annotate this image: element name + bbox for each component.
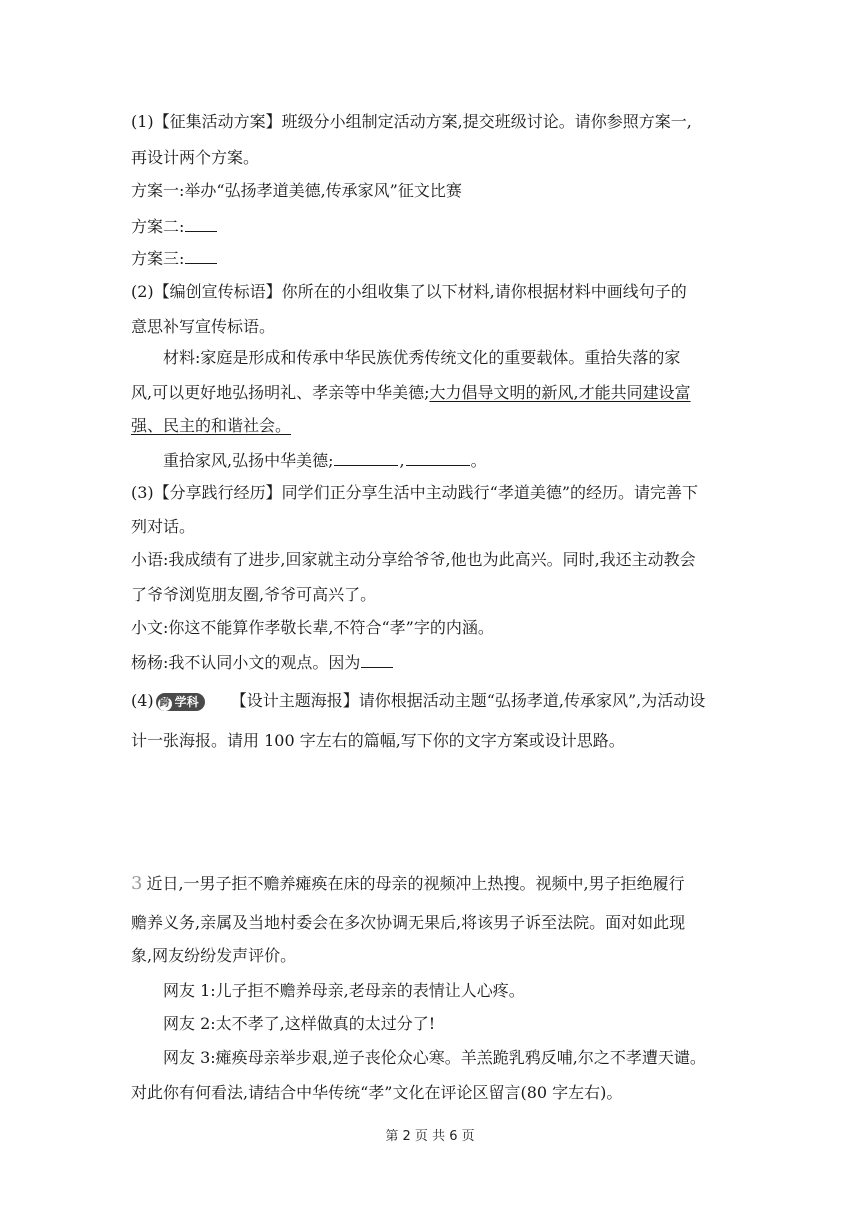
yangyang-line xyxy=(131,651,731,674)
q5-line4: 对此你有何看法,请结合中华传统“孝”文化在评论区留言(80 字左右)。 xyxy=(131,1083,623,1102)
slogan-blank-2[interactable] xyxy=(406,449,470,466)
q1-line2: 再设计两个方案。 xyxy=(131,148,260,167)
netizen-2: 网友 2:太不孝了,这样做真的太过分了! xyxy=(163,1014,436,1033)
netizen-3: 网友 3:瘫痪母亲举步艰,逆子丧伦众心寒。羊羔跪乳鸦反哺,尔之不孝遭天谴。 xyxy=(163,1048,706,1067)
q4-prefix: (4) xyxy=(131,691,154,710)
slogan-line xyxy=(163,449,731,472)
q1-line1: (1)【征集活动方案】班级分小组制定活动方案,提交班级讨论。请你参照方案一, xyxy=(131,112,692,131)
plan2-blank[interactable] xyxy=(185,215,217,232)
page-footer: 第 2 页 共 6 页 xyxy=(385,1129,475,1144)
slogan-end: 。 xyxy=(470,451,487,470)
material-line2-plain: 风,可以更好地弘扬明礼、孝亲等中华美德; xyxy=(131,383,430,402)
material-line1: 材料:家庭是形成和传承中华民族优秀传统文化的重要载体。重拾失落的家 xyxy=(163,348,681,367)
cross-subject-badge xyxy=(156,693,205,711)
xiaoyu-line1: 小语:我成绩有了进步,回家就主动分享给爷爷,他也为此高兴。同时,我还主动教会 xyxy=(131,550,696,569)
plan3-label: 方案三: xyxy=(131,249,185,268)
plan1: 方案一:举办“弘扬孝道美德,传承家风”征文比赛 xyxy=(131,181,462,200)
slogan-prefix: 重拾家风,弘扬中华美德; xyxy=(163,451,334,470)
q4-line1 xyxy=(131,690,731,712)
slogan-blank-1[interactable] xyxy=(334,449,398,466)
material-line2 xyxy=(131,382,731,404)
plan2 xyxy=(131,215,731,238)
q5-line2: 赡养义务,亲属及当地村委会在多次协调无果后,将该男子诉至法院。面对如此现 xyxy=(131,913,686,932)
q4-line2: 计一张海报。请用 100 字左右的篇幅,写下你的文字方案或设计思路。 xyxy=(131,731,625,750)
yangyang-blank[interactable] xyxy=(361,651,393,668)
question-number: 3 xyxy=(131,873,143,894)
plan3-blank[interactable] xyxy=(185,247,217,264)
q2-line2: 意思补写宣传标语。 xyxy=(131,317,276,336)
q5-line3: 象,网友纷纷发声评价。 xyxy=(131,946,297,965)
cross-subject-badge-label: 学科 xyxy=(174,694,199,709)
plan2-label: 方案二: xyxy=(131,217,185,236)
material-underlined-part2: 强、民主的和谐社会。 xyxy=(131,416,292,435)
q5-line1-text: 近日,一男子拒不赡养瘫痪在床的母亲的视频冲上热搜。视频中,男子拒绝履行 xyxy=(146,874,685,893)
xiaoyu-line2: 了爷爷浏览朋友圈,爷爷可高兴了。 xyxy=(131,585,377,604)
q5-line1 xyxy=(131,873,731,895)
netizen-1: 网友 1:儿子拒不赡养母亲,老母亲的表情让人心疼。 xyxy=(163,981,525,1000)
plan3 xyxy=(131,247,731,270)
yangyang-text: 杨杨:我不认同小文的观点。因为 xyxy=(131,653,361,672)
xiaowen-line: 小文:你这不能算作孝敬长辈,不符合“孝”字的内涵。 xyxy=(131,618,494,637)
q3-line1: (3)【分享践行经历】同学们正分享生活中主动践行“孝道美德”的经历。请完善下 xyxy=(131,483,699,502)
slogan-separator: , xyxy=(399,451,405,470)
q3-line2: 列对话。 xyxy=(131,517,196,536)
cross-subject-badge-icon: 跨 xyxy=(159,697,170,709)
material-line3 xyxy=(131,415,731,437)
q4-text: 【设计主题海报】请你根据活动主题“弘扬孝道,传承家风”,为活动设 xyxy=(230,691,706,710)
material-underlined-part1: 大力倡导文明的新风,才能共同建设富 xyxy=(429,383,691,402)
q2-line1: (2)【编创宣传标语】你所在的小组收集了以下材料,请你根据材料中画线句子的 xyxy=(131,282,687,301)
